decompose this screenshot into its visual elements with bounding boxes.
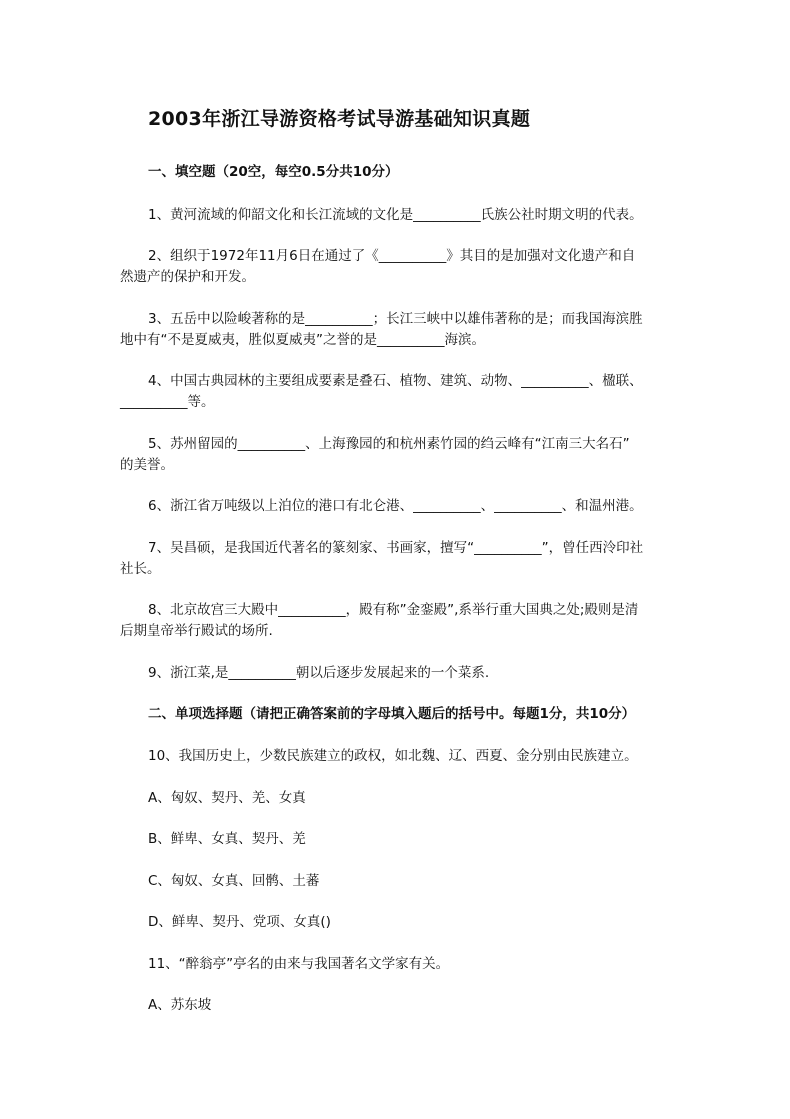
question-2-line-1: 2、组织于1972年11月6日在通过了《__________》其目的是加强对文化遗产和自 [148,248,636,264]
question-7-line-2: 社长。 [120,561,161,577]
question-5-line-1: 5、苏州留园的__________、上海豫园的和杭州素竹园的绉云峰有“江南三大名石” [148,436,630,452]
question-2-line-2: 然遗产的保护和开发。 [120,269,255,285]
question-8-line-2: 后期皇帝举行殿试的场所. [120,623,273,639]
question-6: 6、浙江省万吨级以上泊位的港口有北仑港、__________、__________、和温州港。 [148,498,643,514]
question-10-option-c: C、匈奴、女真、回鹘、土蕃 [148,873,320,889]
section-heading-fill-in: 一、填空题（20空，每空0.5分共10分） [148,164,399,180]
question-11: 11、“醉翁亭”亭名的由来与我国著名文学家有关。 [148,956,450,972]
question-4-line-1: 4、中国古典园林的主要组成要素是叠石、植物、建筑、动物、__________、楹联、 [148,373,643,389]
section-heading-single-choice: 二、单项选择题（请把正确答案前的字母填入题后的括号中。每题1分，共10分） [148,706,636,722]
question-9: 9、浙江菜,是__________朝以后逐步发展起来的一个菜系. [148,665,490,681]
question-3-line-2: 地中有“不是夏威夷，胜似夏威夷”之誉的是__________海滨。 [120,332,485,348]
question-10-option-d: D、鲜卑、契丹、党项、女真() [148,914,331,930]
question-10-option-b: B、鲜卑、女真、契丹、羌 [148,831,306,847]
question-1: 1、黄河流域的仰韶文化和长江流域的文化是__________氏族公社时期文明的代表。 [148,207,643,223]
question-5-line-2: 的美誉。 [120,457,174,473]
question-3-line-1: 3、五岳中以险峻著称的是__________；长江三峡中以雄伟著称的是；而我国海滨胜 [148,311,643,327]
question-8-line-1: 8、北京故宫三大殿中__________，殿有称”金銮殿”,系举行重大国典之处;殿则是清 [148,602,639,618]
question-10: 10、我国历史上，少数民族建立的政权，如北魏、辽、西夏、金分别由民族建立。 [148,748,638,764]
question-10-option-a: A、匈奴、契丹、羌、女真 [148,790,306,806]
question-4-line-2: __________等。 [120,394,215,410]
question-7-line-1: 7、吴昌硕，是我国近代著名的篆刻家、书画家，擅写“__________”，曾任西泠印社 [148,540,644,556]
document-title: 2003年浙江导游资格考试导游基础知识真题 [148,108,531,130]
question-11-option-a: A、苏东坡 [148,997,212,1013]
